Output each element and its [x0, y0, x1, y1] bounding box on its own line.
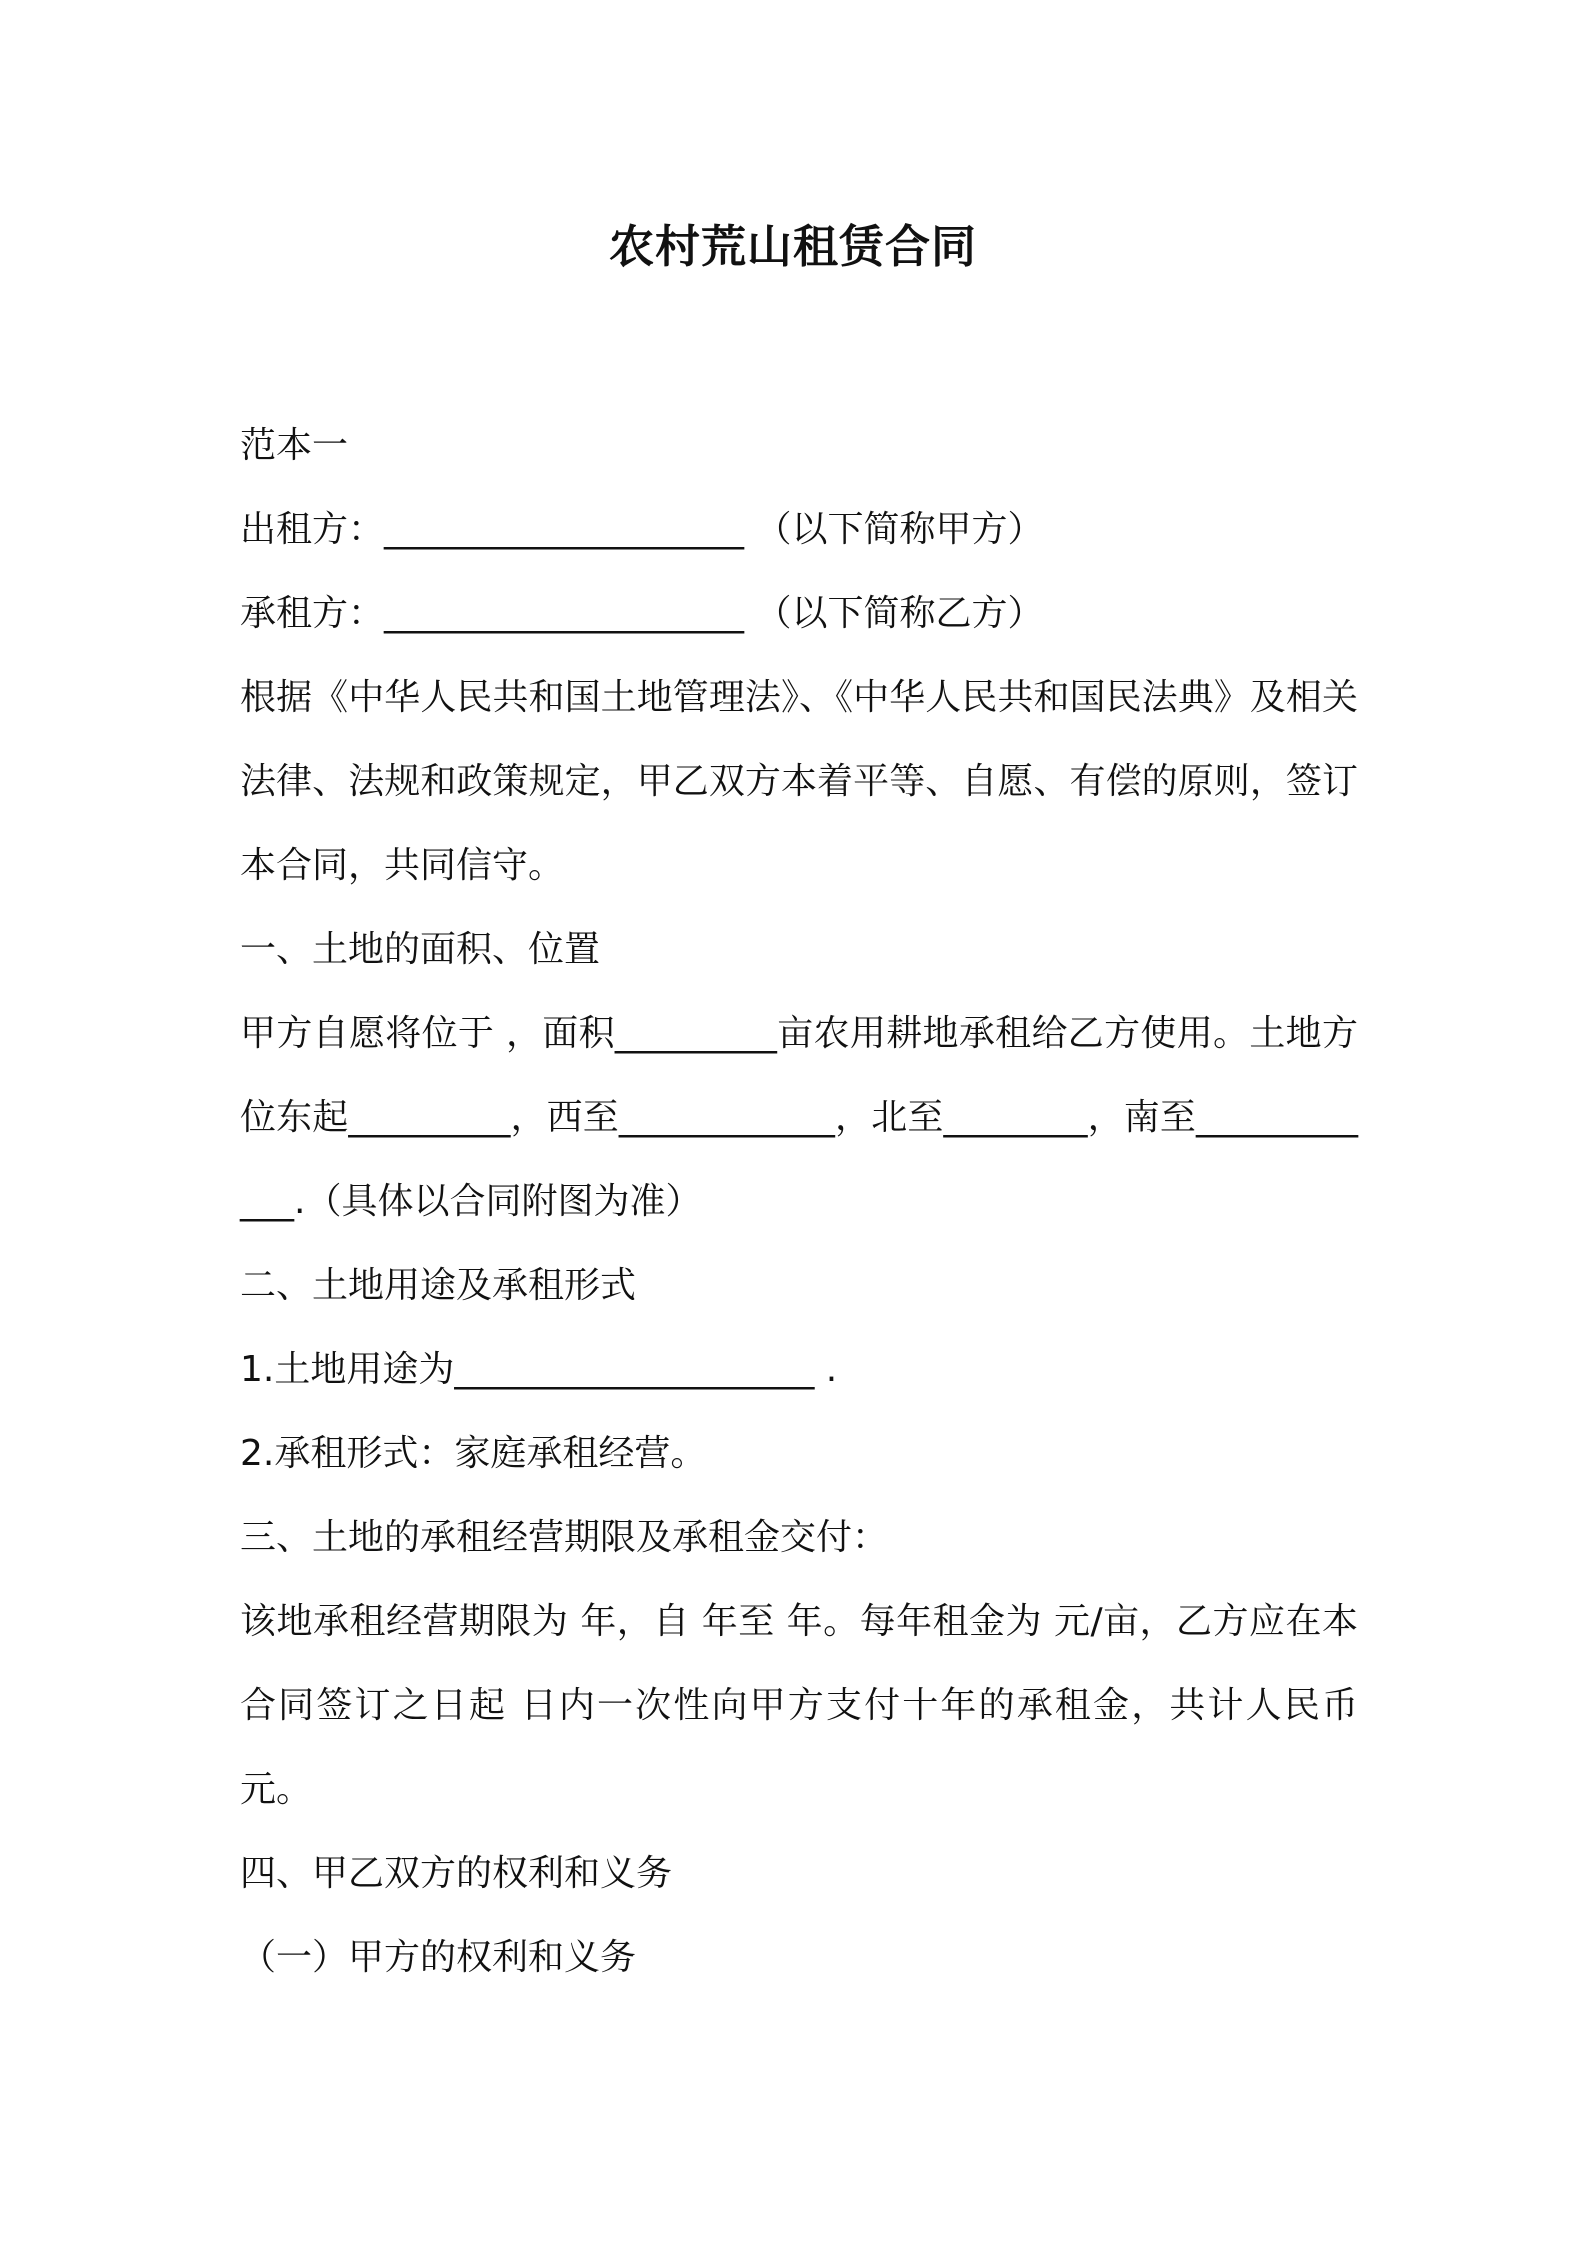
sample-label: 范本一: [240, 425, 349, 466]
lessor-line: 出租方：____________________ （以下简称甲方）: [240, 509, 1044, 550]
lessee-line: 承租方：____________________ （以下简称乙方）: [240, 593, 1044, 634]
section2-heading: 二、土地用途及承租形式: [240, 1265, 637, 1306]
section1-paragraph: 甲方自愿将位于 ，面积_________亩农用耕地承租给乙方使用。土地方位东起_________，西至____________，北至________，南至____________.（具体以合同附图为准）: [240, 1013, 1358, 1222]
section2-item-2: 2.承租形式：家庭承租经营。: [240, 1433, 707, 1474]
section2-item-1: 1.土地用途为____________________ .: [240, 1349, 838, 1390]
section3-heading: 三、土地的承租经营期限及承租金交付：: [240, 1517, 889, 1558]
document-title: 农村荒山租赁合同: [608, 220, 977, 273]
section4-subheading-1: （一）甲方的权利和义务: [240, 1937, 637, 1978]
document-body: [240, 404, 1358, 2000]
preamble-paragraph: 根据《中华人民共和国土地管理法》、《中华人民共和国民法典》及相关法律、法规和政策规定，甲乙双方本着平等、自愿、有偿的原则，签订本合同，共同信守。: [240, 677, 1358, 886]
section4-heading: 四、甲乙双方的权利和义务: [240, 1853, 673, 1894]
section3-paragraph: 该地承租经营期限为 年，自 年至 年。每年租金为 元/亩，乙方应在本合同签订之日起 日内一次性向甲方支付十年的承租金，共计人民币 元。: [240, 1601, 1358, 1810]
section1-heading: 一、土地的面积、位置: [240, 929, 601, 970]
